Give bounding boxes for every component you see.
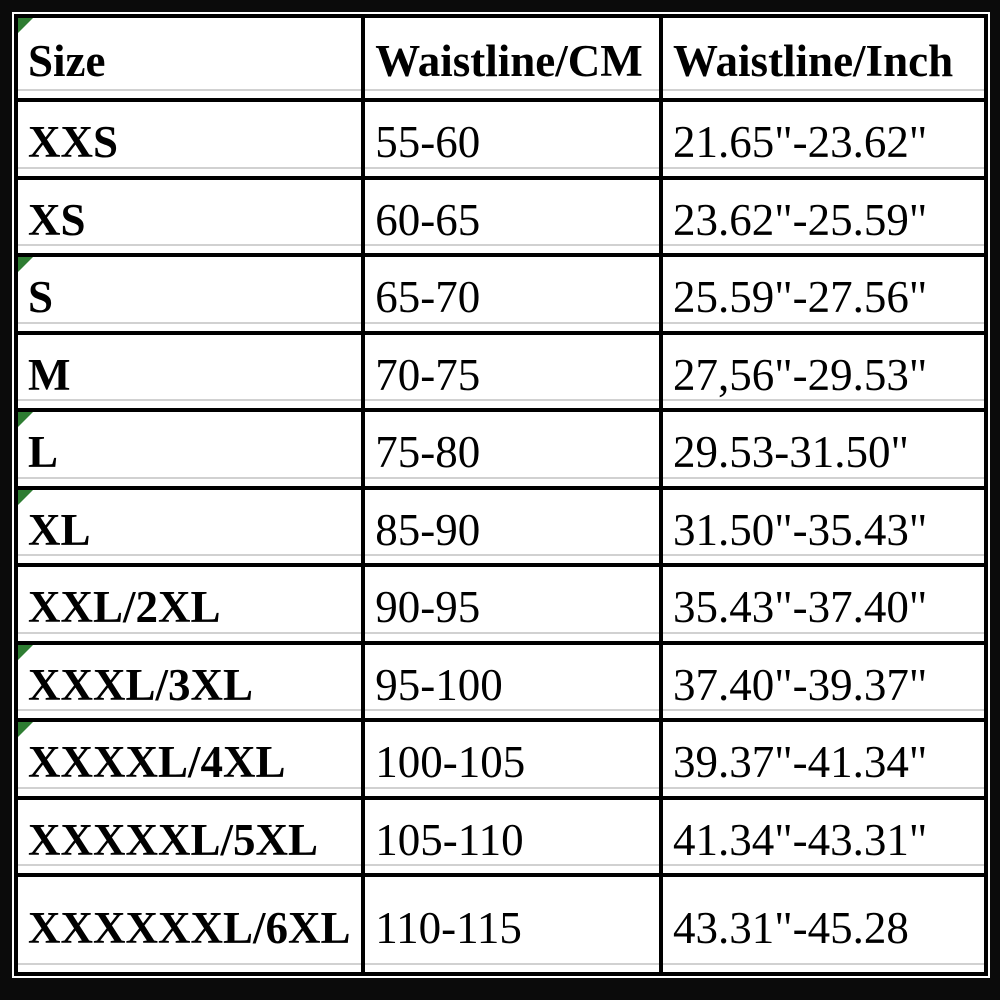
size-cell: XXXL/3XL — [16, 643, 363, 721]
cm-cell: 65-70 — [363, 255, 661, 333]
excel-error-flag-icon — [18, 412, 33, 427]
inch-cell: 27,56"-29.53" — [661, 333, 986, 411]
inch-cell: 41.34"-43.31" — [661, 798, 986, 876]
header-label-waistline-inch: Waistline/Inch — [673, 36, 954, 87]
inch-cell: 25.59"-27.56" — [661, 255, 986, 333]
cm-cell: 55-60 — [363, 100, 661, 178]
size-cell: XXXXXXL/6XL — [16, 875, 363, 974]
size-cell: XXXXXL/5XL — [16, 798, 363, 876]
cm-cell: 85-90 — [363, 488, 661, 566]
inch-cell: 35.43"-37.40" — [661, 565, 986, 643]
excel-error-flag-icon — [18, 257, 33, 272]
size-cell: XL — [16, 488, 363, 566]
table-frame — [12, 12, 990, 978]
cm-cell: 75-80 — [363, 410, 661, 488]
cm-cell: 95-100 — [363, 643, 661, 721]
table-row — [16, 720, 986, 798]
table-row — [16, 333, 986, 411]
inch-cell: 23.62"-25.59" — [661, 178, 986, 256]
cm-cell: 110-115 — [363, 875, 661, 974]
excel-error-flag-icon — [18, 490, 33, 505]
size-cell: XXXXL/4XL — [16, 720, 363, 798]
header-label-size: Size — [28, 36, 106, 87]
excel-error-flag-icon — [18, 722, 33, 737]
header-label-waistline-cm: Waistline/CM — [375, 36, 643, 87]
table-row — [16, 178, 986, 256]
size-cell: S — [16, 255, 363, 333]
header-cell-size — [16, 16, 363, 100]
cm-cell: 70-75 — [363, 333, 661, 411]
table-row — [16, 798, 986, 876]
excel-error-flag-icon — [18, 645, 33, 660]
size-chart-table — [14, 14, 988, 976]
inch-cell: 21.65"-23.62" — [661, 100, 986, 178]
table-row — [16, 100, 986, 178]
table-row — [16, 565, 986, 643]
table-row — [16, 410, 986, 488]
cm-cell: 60-65 — [363, 178, 661, 256]
size-cell: M — [16, 333, 363, 411]
cm-cell: 100-105 — [363, 720, 661, 798]
header-row — [16, 16, 986, 100]
size-chart-body — [16, 100, 986, 974]
excel-error-flag-icon — [18, 18, 33, 33]
table-row — [16, 875, 986, 974]
inch-cell: 31.50"-35.43" — [661, 488, 986, 566]
inch-cell: 29.53-31.50" — [661, 410, 986, 488]
header-cell-waistline-cm — [363, 16, 661, 100]
cm-cell: 90-95 — [363, 565, 661, 643]
table-row — [16, 255, 986, 333]
size-cell: L — [16, 410, 363, 488]
size-cell: XS — [16, 178, 363, 256]
size-chart-header — [16, 16, 986, 100]
inch-cell: 39.37"-41.34" — [661, 720, 986, 798]
inch-cell: 37.40"-39.37" — [661, 643, 986, 721]
table-row — [16, 643, 986, 721]
inch-cell: 43.31"-45.28 — [661, 875, 986, 974]
size-cell: XXS — [16, 100, 363, 178]
size-cell: XXL/2XL — [16, 565, 363, 643]
header-cell-waistline-inch — [661, 16, 986, 100]
table-row — [16, 488, 986, 566]
cm-cell: 105-110 — [363, 798, 661, 876]
